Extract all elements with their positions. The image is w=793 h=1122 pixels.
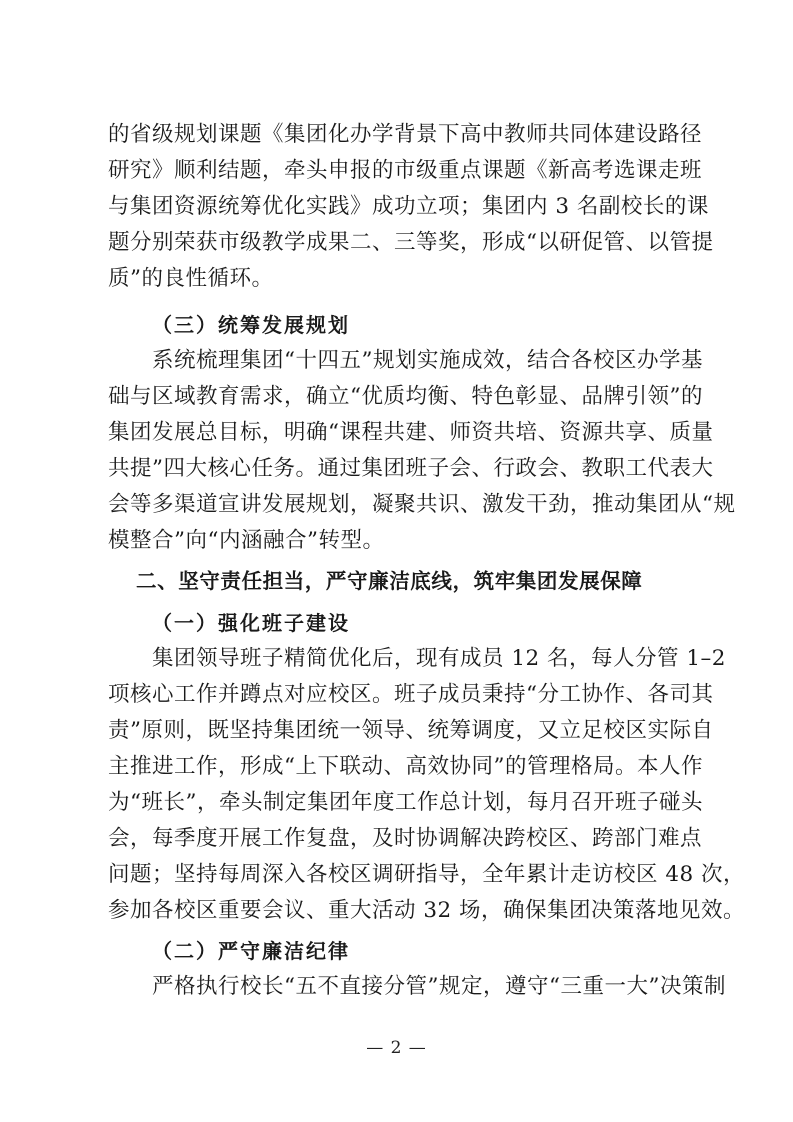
paragraph-line: 责”原则，既坚持集团统一领导、统筹调度，又立足校区实际自 [108, 718, 714, 743]
section-heading: （二）严守廉洁纪律 [152, 939, 350, 963]
paragraph-line: 与集团资源统筹优化实践》成功立项；集团内 3 名副校长的课 [108, 194, 709, 219]
paragraph-line: 集团发展总目标，明确“课程共建、师资共培、资源共享、质量 [108, 420, 714, 445]
paragraph-line: 模整合”向“内涵融合”转型。 [108, 528, 385, 553]
paragraph-line: 质”的良性循环。 [108, 266, 274, 291]
paragraph-line: 项核心工作并蹲点对应校区。班子成员秉持“分工协作、各司其 [108, 682, 714, 707]
paragraph-line: 主推进工作，形成“上下联动、高效协同”的管理格局。本人作 [108, 754, 703, 779]
paragraph-line: 题分别荣获市级教学成果二、三等奖，形成“以研促管、以管提 [108, 230, 714, 255]
paragraph-line: 共提”四大核心任务。通过集团班子会、行政会、教职工代表大 [108, 456, 714, 481]
paragraph-line: 严格执行校长“五不直接分管”规定，遵守“三重一大”决策制 [152, 974, 726, 999]
paragraph-line: 问题；坚持每周深入各校区调研指导，全年累计走访校区 48 次， [108, 862, 746, 887]
paragraph-line: 研究》顺利结题，牵头申报的市级重点课题《新高考选课走班 [108, 158, 703, 183]
paragraph-line: 为“班长”，牵头制定集团年度工作总计划，每月召开班子碰头 [108, 790, 703, 815]
paragraph-line: 的省级规划课题《集团化办学背景下高中教师共同体建设路径 [108, 122, 703, 147]
paragraph-line: 系统梳理集团“十四五”规划实施成效，结合各校区办学基 [152, 348, 703, 373]
page-number: — 2 — [366, 1038, 427, 1058]
paragraph-line: 集团领导班子精简优化后，现有成员 12 名，每人分管 1–2 [152, 646, 726, 671]
paragraph-line: 会，每季度开展工作复盘，及时协调解决跨校区、跨部门难点 [108, 826, 703, 851]
section-heading: （三）统筹发展规划 [152, 313, 350, 337]
section-heading: （一）强化班子建设 [152, 611, 350, 635]
paragraph-line: 础与区域教育需求，确立“优质均衡、特色彰显、品牌引领”的 [108, 384, 703, 409]
paragraph-line: 会等多渠道宣讲发展规划，凝聚共识、激发干劲，推动集团从“规 [108, 492, 736, 517]
chapter-heading: 二、坚守责任担当，严守廉洁底线，筑牢集团发展保障 [136, 569, 643, 593]
paragraph-line: 参加各校区重要会议、重大活动 32 场，确保集团决策落地见效。 [108, 898, 746, 923]
